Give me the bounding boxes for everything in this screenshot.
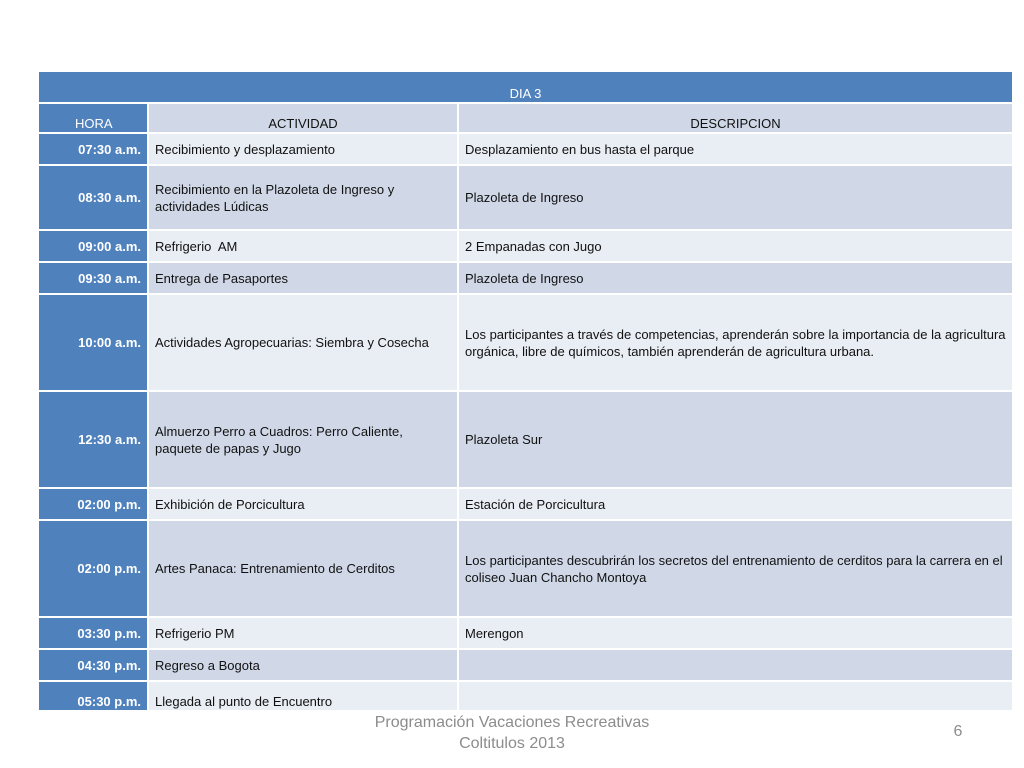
table-row — [38, 681, 1013, 711]
activity-cell: Exhibición de Porcicultura — [148, 488, 458, 520]
description-cell: Plazoleta de Ingreso — [458, 262, 1013, 294]
table-row — [38, 617, 1013, 649]
time-cell: 09:00 a.m. — [38, 230, 148, 262]
time-cell: 05:30 p.m. — [38, 681, 148, 711]
day-header-row — [38, 71, 1013, 103]
time-cell: 07:30 a.m. — [38, 133, 148, 165]
activity-cell: Almuerzo Perro a Cuadros: Perro Caliente, paquete de papas y Jugo — [148, 391, 458, 488]
description-cell: 2 Empanadas con Jugo — [458, 230, 1013, 262]
activity-cell: Regreso a Bogota — [148, 649, 458, 681]
time-cell: 12:30 a.m. — [38, 391, 148, 488]
activity-cell: Recibimiento en la Plazoleta de Ingreso y actividades Lúdicas — [148, 165, 458, 230]
description-cell: Desplazamiento en bus hasta el parque — [458, 133, 1013, 165]
footer-title-line1: Programación Vacaciones Recreativas — [374, 714, 650, 731]
activity-cell: Recibimiento y desplazamiento — [148, 133, 458, 165]
description-cell: Merengon — [458, 617, 1013, 649]
day-title: DIA 3 — [38, 71, 1013, 103]
time-cell: 03:30 p.m. — [38, 617, 148, 649]
table-row — [38, 294, 1013, 391]
table-row — [38, 649, 1013, 681]
page-number: 6 — [953, 723, 963, 740]
description-cell: Los participantes descubrirán los secretos del entrenamiento de cerditos para la carrera en el coliseo Juan Chancho Montoya — [458, 520, 1013, 617]
footer-title-line2: Coltitulos 2013 — [459, 735, 565, 752]
description-cell: Plazoleta Sur — [458, 391, 1013, 488]
description-cell — [458, 649, 1013, 681]
time-cell: 02:00 p.m. — [38, 520, 148, 617]
table-row — [38, 262, 1013, 294]
header-hora: HORA — [38, 103, 148, 133]
table-row — [38, 488, 1013, 520]
schedule-table — [37, 70, 1014, 712]
table-row — [38, 391, 1013, 488]
header-actividad: ACTIVIDAD — [148, 103, 458, 133]
time-cell: 02:00 p.m. — [38, 488, 148, 520]
footer-title — [312, 712, 712, 754]
activity-cell: Actividades Agropecuarias: Siembra y Cosecha — [148, 294, 458, 391]
time-cell: 09:30 a.m. — [38, 262, 148, 294]
column-header-row — [38, 103, 1013, 133]
description-cell: Plazoleta de Ingreso — [458, 165, 1013, 230]
time-cell: 04:30 p.m. — [38, 649, 148, 681]
time-cell: 10:00 a.m. — [38, 294, 148, 391]
table-row — [38, 133, 1013, 165]
activity-cell: Artes Panaca: Entrenamiento de Cerditos — [148, 520, 458, 617]
table-row — [38, 230, 1013, 262]
table-row — [38, 520, 1013, 617]
activity-cell: Refrigerio AM — [148, 230, 458, 262]
activity-cell: Refrigerio PM — [148, 617, 458, 649]
description-cell — [458, 681, 1013, 711]
activity-cell: Llegada al punto de Encuentro — [148, 681, 458, 711]
description-cell: Los participantes a través de competencias, aprenderán sobre la importancia de la agricultura orgánica, libre de químicos, también aprenderán de agricultura urbana. — [458, 294, 1013, 391]
table-row — [38, 165, 1013, 230]
description-cell: Estación de Porcicultura — [458, 488, 1013, 520]
time-cell: 08:30 a.m. — [38, 165, 148, 230]
activity-cell: Entrega de Pasaportes — [148, 262, 458, 294]
header-descripcion: DESCRIPCION — [458, 103, 1013, 133]
